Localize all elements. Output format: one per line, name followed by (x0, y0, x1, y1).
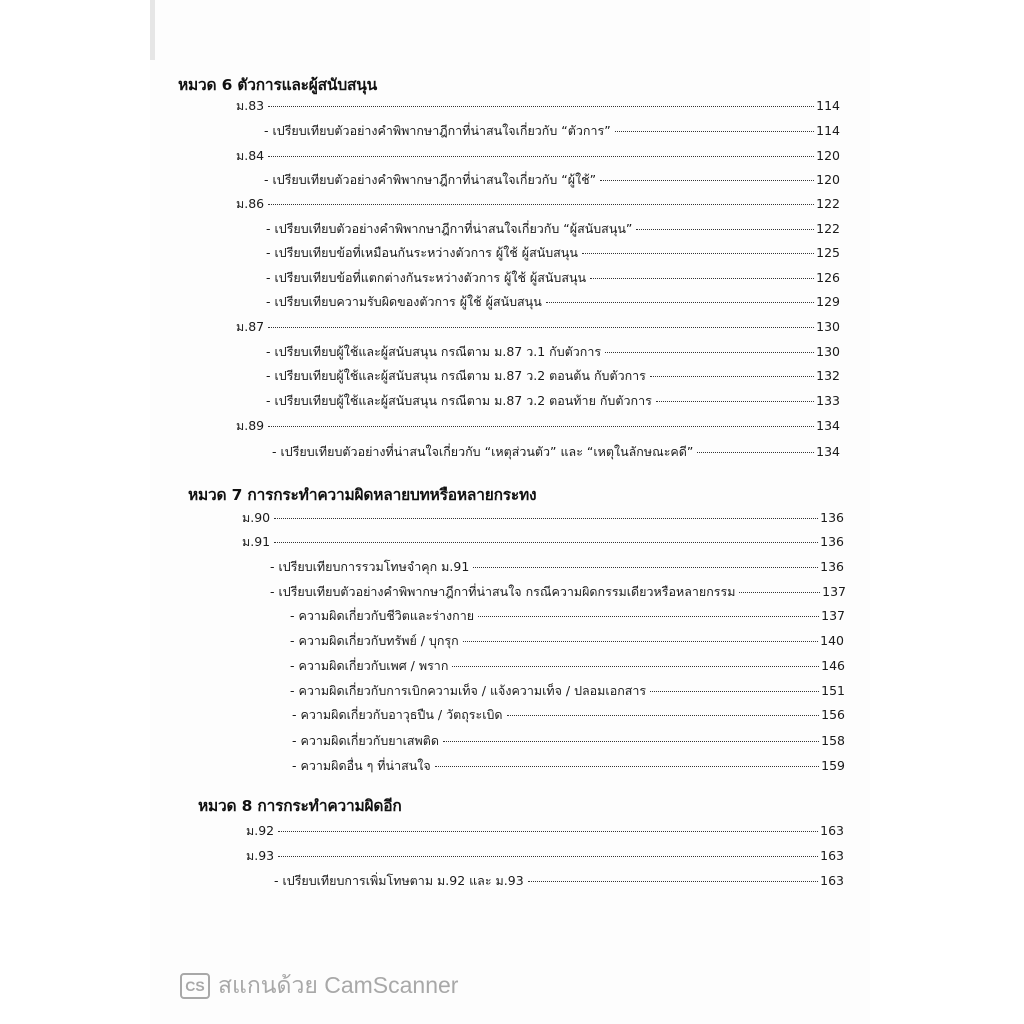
entry-page: 163 (820, 848, 844, 863)
entry-label: - เปรียบเทียบผู้ใช้และผู้สนับสนุน กรณีตาม ม.87 ว.2 ตอนต้น กับตัวการ (266, 368, 646, 383)
toc-entry (270, 557, 844, 577)
toc-entry (246, 846, 844, 866)
entry-label: ม.84 (236, 148, 265, 163)
entry-label: - ความผิดเกี่ยวกับยาเสพติด (292, 733, 439, 748)
toc-entry (292, 705, 845, 725)
toc-entry (242, 532, 844, 552)
leader-dots (650, 691, 819, 692)
toc-entry (266, 219, 840, 239)
leader-dots (636, 229, 814, 230)
leader-dots (605, 352, 814, 353)
toc-entry (264, 170, 840, 190)
entry-page: 126 (816, 270, 840, 285)
leader-dots (268, 156, 814, 157)
entry-label: ม.87 (236, 319, 265, 334)
page-edge (150, 0, 155, 60)
entry-page: 136 (820, 510, 844, 525)
leader-dots (268, 204, 814, 205)
toc-entry (290, 606, 845, 626)
leader-dots (697, 452, 814, 453)
leader-dots (435, 766, 819, 767)
entry-page: 125 (816, 245, 840, 260)
entry-page: 156 (821, 707, 845, 722)
entry-page: 136 (820, 559, 844, 574)
toc-entry (242, 508, 844, 528)
toc-entry (292, 756, 845, 776)
toc-entry (290, 631, 844, 651)
entry-label: - เปรียบเทียบผู้ใช้และผู้สนับสนุน กรณีตาม ม.87 ว.1 กับตัวการ (266, 344, 602, 359)
entry-label: - ความผิดเกี่ยวกับอาวุธปืน / วัตถุระเบิด (292, 707, 503, 722)
entry-page: 120 (816, 148, 840, 163)
toc-entry (270, 582, 846, 602)
toc-entry (272, 442, 840, 462)
toc-entry (264, 121, 840, 141)
entry-page: 122 (816, 221, 840, 236)
entry-label: - ความผิดเกี่ยวกับการเบิกความเท็จ / แจ้งความเท็จ / ปลอมเอกสาร (290, 683, 647, 698)
entry-label: ม.91 (242, 534, 271, 549)
leader-dots (443, 741, 819, 742)
toc-entry (292, 731, 845, 751)
leader-dots (268, 426, 814, 427)
entry-label: - เปรียบเทียบตัวอย่างคำพิพากษาฎีกาที่น่าสนใจ กรณีความผิดกรรมเดียวหรือหลายกรรม (270, 584, 736, 599)
entry-label: - เปรียบเทียบตัวอย่างที่น่าสนใจเกี่ยวกับ “เหตุส่วนตัว” และ “เหตุในลักษณะคดี” (272, 444, 694, 459)
entry-label: - เปรียบเทียบตัวอย่างคำพิพากษาฎีกาที่น่าสนใจเกี่ยวกับ “ตัวการ” (264, 123, 611, 138)
entry-label: - เปรียบเทียบตัวอย่างคำพิพากษาฎีกาที่น่าสนใจเกี่ยวกับ “ผู้ใช้” (264, 172, 597, 187)
toc-entry (236, 96, 840, 116)
toc-entry (236, 317, 840, 337)
entry-page: 132 (816, 368, 840, 383)
entry-label: ม.89 (236, 418, 265, 433)
entry-label: - ความผิดเกี่ยวกับเพศ / พราก (290, 658, 449, 673)
toc-entry (266, 243, 840, 263)
entry-page: 137 (822, 584, 846, 599)
entry-label: - เปรียบเทียบการรวมโทษจำคุก ม.91 (270, 559, 470, 574)
entry-label: - ความผิดอื่น ๆ ที่น่าสนใจ (292, 758, 431, 773)
entry-page: 158 (821, 733, 845, 748)
toc-entry (290, 681, 845, 701)
leader-dots (463, 641, 818, 642)
entry-page: 163 (820, 823, 844, 838)
entry-page: 151 (821, 683, 845, 698)
entry-label: ม.83 (236, 98, 265, 113)
entry-label: - เปรียบเทียบการเพิ่มโทษตาม ม.92 และ ม.93 (274, 873, 524, 888)
toc-entry (266, 292, 840, 312)
entry-label: - ความผิดเกี่ยวกับทรัพย์ / บุกรุก (290, 633, 459, 648)
entry-page: 134 (816, 444, 840, 459)
leader-dots (274, 518, 818, 519)
entry-page: 163 (820, 873, 844, 888)
entry-page: 129 (816, 294, 840, 309)
entry-page: 130 (816, 319, 840, 334)
entry-label: - ความผิดเกี่ยวกับชีวิตและร่างกาย (290, 608, 475, 623)
leader-dots (600, 180, 814, 181)
leader-dots (278, 831, 818, 832)
section-title-6: หมวด 6 ตัวการและผู้สนับสนุน (178, 76, 378, 94)
leader-dots (656, 401, 814, 402)
entry-page: 122 (816, 196, 840, 211)
toc-entry (236, 146, 840, 166)
leader-dots (452, 666, 819, 667)
entry-page: 136 (820, 534, 844, 549)
entry-page: 114 (816, 98, 840, 113)
entry-page: 137 (821, 608, 845, 623)
entry-page: 133 (816, 393, 840, 408)
leader-dots (615, 131, 814, 132)
entry-page: 120 (816, 172, 840, 187)
section-title-7: หมวด 7 การกระทำความผิดหลายบทหรือหลายกระทง (188, 486, 537, 504)
watermark-text: สแกนด้วย CamScanner (218, 972, 459, 998)
section-title-8: หมวด 8 การกระทำความผิดอีก (198, 797, 402, 815)
toc-entry (266, 366, 840, 386)
toc-entry (274, 871, 844, 891)
entry-label: ม.90 (242, 510, 271, 525)
entry-label: - เปรียบเทียบความรับผิดของตัวการ ผู้ใช้ ผู้สนับสนุน (266, 294, 542, 309)
camscanner-logo-icon: CS (180, 973, 210, 999)
leader-dots (478, 616, 819, 617)
leader-dots (528, 881, 818, 882)
toc-entry (266, 342, 840, 362)
entry-label: ม.86 (236, 196, 265, 211)
leader-dots (268, 106, 814, 107)
entry-page: 159 (821, 758, 845, 773)
entry-label: ม.92 (246, 823, 275, 838)
toc-entry (266, 268, 840, 288)
entry-label: - เปรียบเทียบตัวอย่างคำพิพากษาฎีกาที่น่าสนใจเกี่ยวกับ “ผู้สนับสนุน” (266, 221, 633, 236)
toc-entry (290, 656, 845, 676)
entry-label: ม.93 (246, 848, 275, 863)
toc-entry (236, 416, 840, 436)
entry-label: - เปรียบเทียบข้อที่แตกต่างกันระหว่างตัวการ ผู้ใช้ ผู้สนับสนุน (266, 270, 587, 285)
camscanner-watermark (180, 968, 458, 1004)
leader-dots (739, 592, 820, 593)
entry-page: 114 (816, 123, 840, 138)
leader-dots (473, 567, 818, 568)
toc-entry (266, 391, 840, 411)
leader-dots (546, 302, 814, 303)
entry-page: 130 (816, 344, 840, 359)
toc-entry (246, 821, 844, 841)
leader-dots (590, 278, 814, 279)
toc-entry (236, 194, 840, 214)
leader-dots (274, 542, 818, 543)
leader-dots (507, 715, 820, 716)
leader-dots (268, 327, 814, 328)
entry-page: 134 (816, 418, 840, 433)
leader-dots (650, 376, 814, 377)
leader-dots (582, 253, 814, 254)
entry-label: - เปรียบเทียบผู้ใช้และผู้สนับสนุน กรณีตาม ม.87 ว.2 ตอนท้าย กับตัวการ (266, 393, 652, 408)
entry-label: - เปรียบเทียบข้อที่เหมือนกันระหว่างตัวการ ผู้ใช้ ผู้สนับสนุน (266, 245, 578, 260)
leader-dots (278, 856, 818, 857)
entry-page: 140 (820, 633, 844, 648)
entry-page: 146 (821, 658, 845, 673)
